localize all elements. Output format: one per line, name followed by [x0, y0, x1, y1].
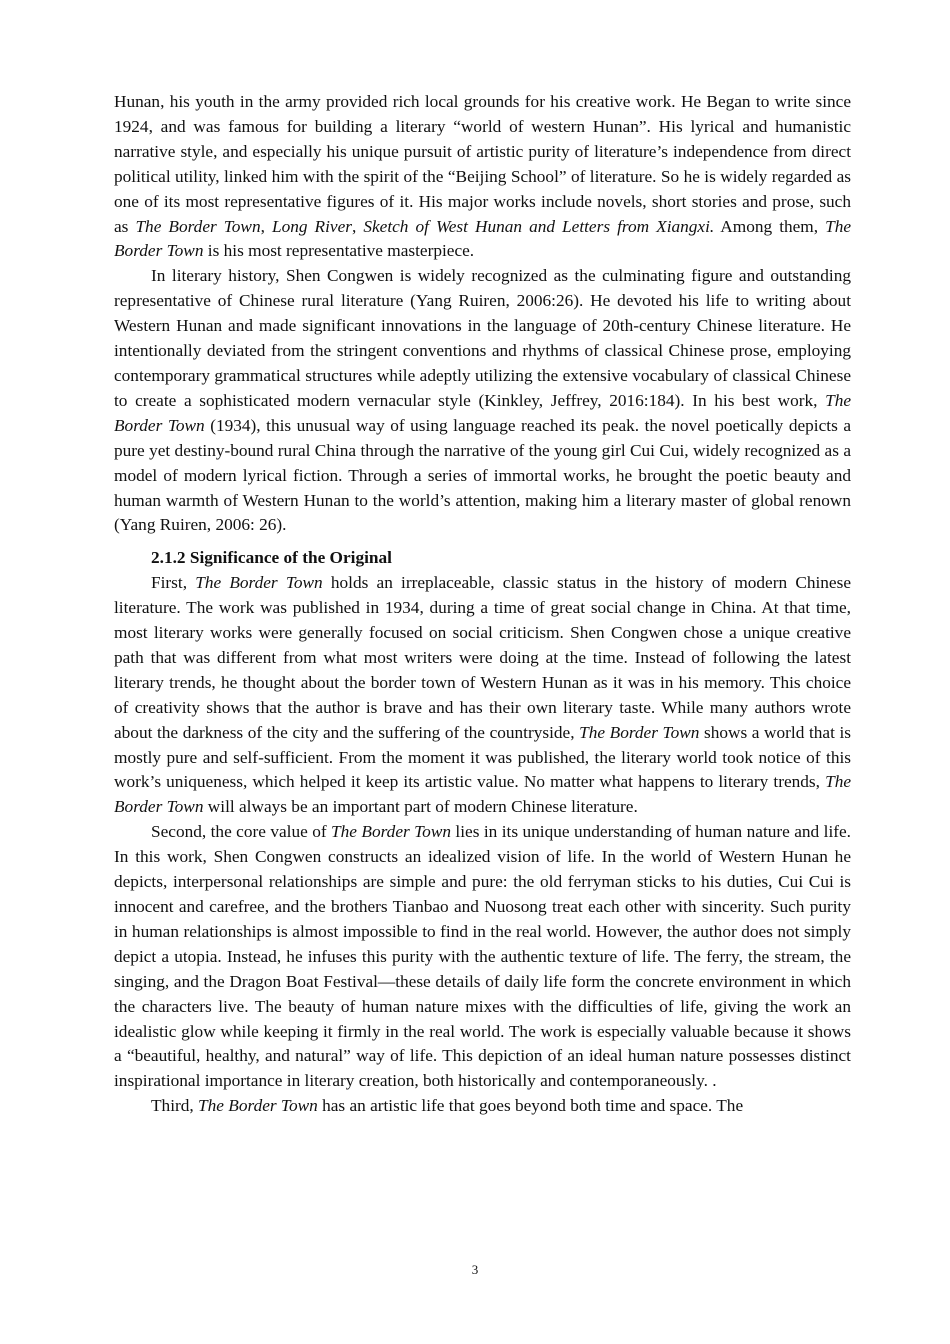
page-number: 3: [471, 1262, 479, 1277]
paragraph-2: In literary history, Shen Congwen is widely recognized as the culminating figure and outstanding representative of Chinese rural literature (Yang Ruiren, 2006:26). He devoted his life to writing about Western Hunan and made significant innovations in the language of 20th-century Chinese literature. He intentionally deviated from the stringent conventions and rhythms of classical Chinese prose, employing contemporary grammatical structures while adeptly utilizing the extensive vocabulary of classical Chinese to create a sophisticated modern vernacular style (Kinkley, Jeffrey, 2016:184). In his best work, The Border Town (1934), this unusual way of using language reached its peak. the novel poetically depicts a pure yet destiny-bound rural China through the narrative of the young girl Cui Cui, widely recognized as a model of modern lyrical fiction. Through a series of immortal works, he brought the poetic beauty and human warmth of Western Hunan to the world’s attention, making him a literary master of global renown (Yang Ruiren, 2006: 26).: [114, 266, 852, 535]
paragraph-1: Hunan, his youth in the army provided rich local grounds for his creative work. He Began to write since 1924, and was famous for building a literary “world of western Hunan”. His lyrical and humanistic narrative style, and especially his unique pursuit of artistic purity of literature’s independence from direct political utility, linked him with the spirit of the “Beijing School” of literature. So he is widely regarded as one of its most representative figures of it. His major works include novels, short stories and prose, such as The Border Town, Long River, Sketch of West Hunan and Letters from Xiangxi. Among them, The Border Town is his most representative masterpiece.: [114, 92, 852, 261]
paragraph-4: Second, the core value of The Border Town lies in its unique understanding of human nature and life. In this work, Shen Congwen constructs an idealized vision of life. In the world of Western Hunan he depicts, interpersonal relationships are simple and pure: the old ferryman sticks to his duties, Cui Cui is innocent and carefree, and the brothers Tianbao and Nuosong treat each other with sincerity. Such purity in human relationships is almost impossible to find in the real world. However, the author does not simply depict a utopia. Instead, he infuses this purity with the authentic texture of life. The ferry, the stream, the singing, and the Dragon Boat Festival—these details of daily life form the concrete environment in which the characters live. The beauty of human nature mixes with the difficulties of life, giving the work an idealistic glow while keeping it firmly in the real world. The work is especially valuable because it shows a “beautiful, healthy, and natural” way of life. This depiction of an ideal human nature possesses distinct inspirational importance in literary creation, both historically and contemporaneously. .: [114, 822, 851, 1091]
paragraph-5: Third, The Border Town has an artistic life that goes beyond both time and space. The: [151, 1096, 744, 1116]
paragraph-3: First, The Border Town holds an irreplaceable, classic status in the history of modern Chinese literature. The work was published in 1934, during a time of great social change in China. At that time, most literary works were generally focused on social criticism. Shen Congwen chose a unique creative path that was different from what most writers were doing at the time. Instead of following the latest literary trends, he thought about the border town of Western Hunan as it was in his memory. This choice of creativity shows that the author is brave and has their own literary taste. While many authors wrote about the darkness of the city and the suffering of the countryside, The Border Town shows a world that is mostly pure and self-sufficient. From the moment it was published, the literary world took notice of this work’s uniqueness, which helped it keep its artistic value. No matter what happens to literary trends, The Border Town will always be an important part of modern Chinese literature.: [114, 573, 852, 817]
page-body: [114, 90, 851, 1119]
section-heading: 2.1.2 Significance of the Original: [151, 548, 392, 568]
